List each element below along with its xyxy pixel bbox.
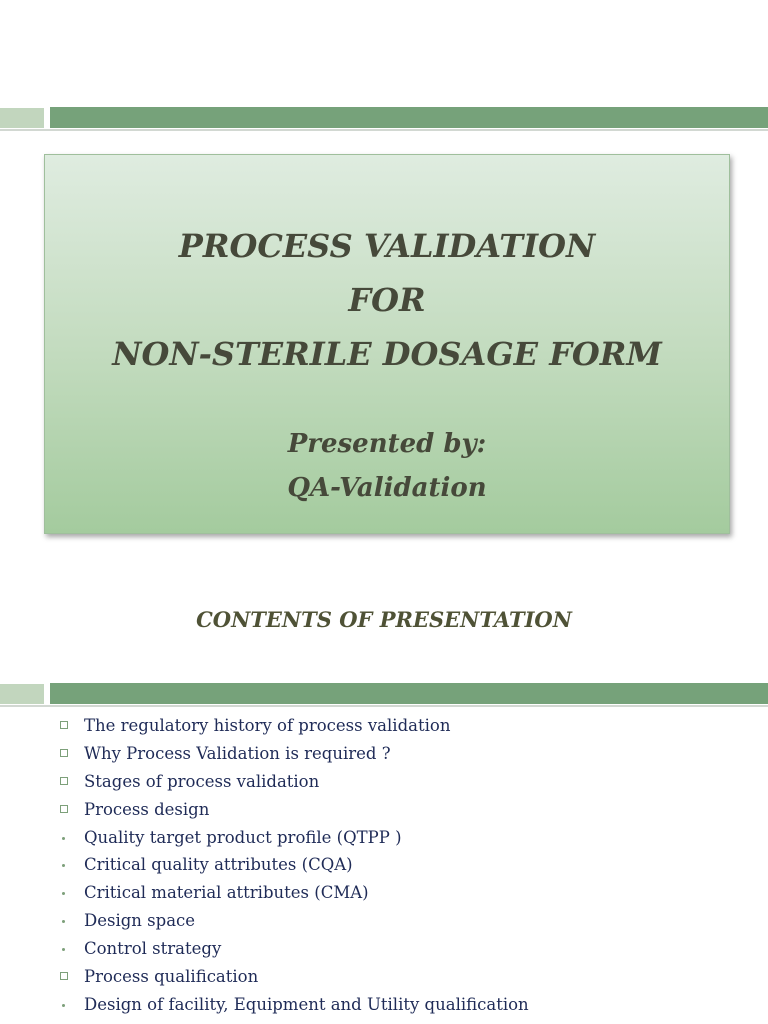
presenter-name: QA-Validation — [287, 473, 487, 503]
list-item — [56, 852, 756, 880]
dot-bullet-icon — [62, 864, 65, 867]
dot-bullet-icon — [62, 920, 65, 923]
list-item-label: Stages of process validation — [84, 771, 320, 791]
title-line-3: NON-STERILE DOSAGE FORM — [112, 335, 662, 373]
title-box — [44, 154, 730, 534]
list-item-label: Control strategy — [84, 939, 222, 959]
contents-heading: CONTENTS OF PRESENTATION — [196, 607, 572, 632]
band-shadow — [0, 705, 768, 707]
list-item-label: Why Process Validation is required ? — [84, 743, 391, 763]
list-item — [56, 825, 756, 853]
square-bullet-icon — [60, 805, 68, 813]
list-item-label: Process design — [84, 799, 210, 819]
title-line-1: PROCESS VALIDATION — [178, 227, 596, 265]
band-light-segment — [0, 108, 44, 128]
list-item — [56, 713, 756, 741]
band-dark-segment — [50, 107, 768, 128]
list-item — [56, 964, 756, 992]
band-shadow — [0, 129, 768, 131]
square-bullet-icon — [60, 721, 68, 729]
top-decorative-band — [0, 107, 768, 131]
middle-decorative-band — [0, 683, 768, 707]
list-item-label: Quality target product profile (QTPP ) — [84, 827, 402, 847]
contents-list — [56, 713, 756, 1020]
title-line-2: FOR — [348, 281, 426, 319]
list-item — [56, 880, 756, 908]
list-item-label: Design space — [84, 911, 196, 931]
list-item-label: The regulatory history of process validation — [84, 716, 451, 735]
list-item — [56, 769, 756, 797]
dot-bullet-icon — [62, 948, 65, 951]
square-bullet-icon — [60, 777, 68, 785]
list-item — [56, 936, 756, 964]
list-item-label: Design of facility, Equipment and Utility qualification — [84, 994, 529, 1014]
square-bullet-icon — [60, 749, 68, 757]
dot-bullet-icon — [62, 892, 65, 895]
presenter-label: Presented by: — [287, 429, 487, 459]
list-item — [56, 992, 756, 1020]
square-bullet-icon — [60, 972, 68, 980]
list-item — [56, 908, 756, 936]
list-item-label: Critical material attributes (CMA) — [84, 883, 369, 903]
dot-bullet-icon — [62, 837, 65, 840]
list-item-label: Critical quality attributes (CQA) — [84, 855, 353, 875]
list-item — [56, 741, 756, 769]
band-light-segment — [0, 684, 44, 704]
list-item — [56, 797, 756, 825]
dot-bullet-icon — [62, 1004, 65, 1007]
band-dark-segment — [50, 683, 768, 704]
list-item-label: Process qualification — [84, 967, 259, 987]
